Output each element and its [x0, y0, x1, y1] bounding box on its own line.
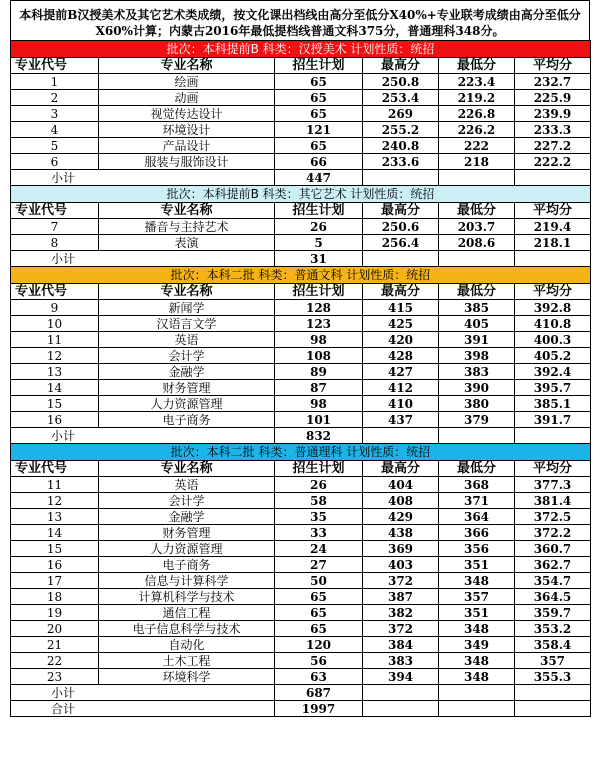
table-row [11, 106, 591, 122]
header-name: 专业名称 [99, 58, 275, 74]
total-label: 合计 [11, 701, 275, 717]
major-name: 财务管理 [99, 525, 275, 541]
max-score: 427 [363, 364, 439, 380]
plan-count: 26 [275, 219, 363, 235]
header-name: 专业名称 [99, 284, 275, 300]
major-name: 会计学 [99, 493, 275, 509]
table-row [11, 122, 591, 138]
empty-cell [515, 685, 591, 701]
min-score: 351 [439, 605, 515, 621]
min-score: 203.7 [439, 219, 515, 235]
avg-score: 372.2 [515, 525, 591, 541]
header-min: 最低分 [439, 284, 515, 300]
min-score: 390 [439, 380, 515, 396]
min-score: 405 [439, 316, 515, 332]
table-row [11, 348, 591, 364]
header-max: 最高分 [363, 284, 439, 300]
min-score: 379 [439, 412, 515, 428]
major-name: 环境设计 [99, 122, 275, 138]
avg-score: 410.8 [515, 316, 591, 332]
table-row [11, 605, 591, 621]
major-name: 人力资源管理 [99, 396, 275, 412]
table-row [11, 138, 591, 154]
plan-count: 27 [275, 557, 363, 573]
avg-score: 232.7 [515, 74, 591, 90]
major-name: 环境科学 [99, 669, 275, 685]
empty-cell [515, 701, 591, 717]
subtotal-label: 小计 [11, 170, 275, 186]
header-min: 最低分 [439, 203, 515, 219]
avg-score: 364.5 [515, 589, 591, 605]
header-max: 最高分 [363, 203, 439, 219]
table-row [11, 412, 591, 428]
table-row [11, 477, 591, 493]
min-score: 223.4 [439, 74, 515, 90]
major-code: 13 [11, 364, 99, 380]
major-name: 动画 [99, 90, 275, 106]
table-row [11, 621, 591, 637]
subtotal-value: 687 [275, 685, 363, 701]
min-score: 348 [439, 669, 515, 685]
major-name: 会计学 [99, 348, 275, 364]
header-plan: 招生计划 [275, 461, 363, 477]
max-score: 253.4 [363, 90, 439, 106]
avg-score: 377.3 [515, 477, 591, 493]
table-row [11, 90, 591, 106]
table-row [11, 300, 591, 316]
table-row [11, 364, 591, 380]
table-row [11, 316, 591, 332]
avg-score: 355.3 [515, 669, 591, 685]
column-header-row [11, 284, 591, 300]
plan-count: 65 [275, 106, 363, 122]
table-row [11, 573, 591, 589]
empty-cell [363, 701, 439, 717]
subtotal-value: 447 [275, 170, 363, 186]
subtotal-row [11, 428, 591, 444]
min-score: 368 [439, 477, 515, 493]
max-score: 428 [363, 348, 439, 364]
section-band [11, 186, 591, 203]
max-score: 408 [363, 493, 439, 509]
avg-score: 362.7 [515, 557, 591, 573]
major-code: 14 [11, 525, 99, 541]
plan-count: 35 [275, 509, 363, 525]
min-score: 219.2 [439, 90, 515, 106]
table-row [11, 653, 591, 669]
empty-cell [515, 170, 591, 186]
plan-count: 5 [275, 235, 363, 251]
header-plan: 招生计划 [275, 284, 363, 300]
plan-count: 98 [275, 332, 363, 348]
subtotal-row [11, 251, 591, 267]
avg-score: 381.4 [515, 493, 591, 509]
max-score: 394 [363, 669, 439, 685]
min-score: 364 [439, 509, 515, 525]
table-row [11, 557, 591, 573]
major-code: 15 [11, 396, 99, 412]
min-score: 208.6 [439, 235, 515, 251]
table-row [11, 525, 591, 541]
min-score: 218 [439, 154, 515, 170]
max-score: 415 [363, 300, 439, 316]
table-row [11, 493, 591, 509]
max-score: 369 [363, 541, 439, 557]
plan-count: 65 [275, 605, 363, 621]
major-code: 18 [11, 589, 99, 605]
min-score: 349 [439, 637, 515, 653]
table-row [11, 541, 591, 557]
major-code: 12 [11, 348, 99, 364]
major-name: 服装与服饰设计 [99, 154, 275, 170]
major-name: 新闻学 [99, 300, 275, 316]
header-avg: 平均分 [515, 461, 591, 477]
avg-score: 239.9 [515, 106, 591, 122]
major-name: 汉语言文学 [99, 316, 275, 332]
major-name: 绘画 [99, 74, 275, 90]
avg-score: 372.5 [515, 509, 591, 525]
major-name: 信息与计算科学 [99, 573, 275, 589]
max-score: 410 [363, 396, 439, 412]
score-table [10, 40, 591, 717]
major-code: 5 [11, 138, 99, 154]
max-score: 420 [363, 332, 439, 348]
header-plan: 招生计划 [275, 58, 363, 74]
min-score: 385 [439, 300, 515, 316]
min-score: 348 [439, 573, 515, 589]
empty-cell [439, 701, 515, 717]
min-score: 351 [439, 557, 515, 573]
avg-score: 354.7 [515, 573, 591, 589]
avg-score: 353.2 [515, 621, 591, 637]
major-name: 金融学 [99, 364, 275, 380]
column-header-row [11, 461, 591, 477]
min-score: 383 [439, 364, 515, 380]
max-score: 412 [363, 380, 439, 396]
plan-count: 128 [275, 300, 363, 316]
min-score: 357 [439, 589, 515, 605]
avg-score: 358.4 [515, 637, 591, 653]
section-band-label: 批次：本科提前B 科类：其它艺术 计划性质：统招 [11, 186, 591, 203]
plan-count: 123 [275, 316, 363, 332]
empty-cell [363, 170, 439, 186]
min-score: 371 [439, 493, 515, 509]
avg-score: 219.4 [515, 219, 591, 235]
plan-count: 108 [275, 348, 363, 364]
min-score: 226.8 [439, 106, 515, 122]
max-score: 255.2 [363, 122, 439, 138]
major-code: 17 [11, 573, 99, 589]
major-code: 23 [11, 669, 99, 685]
empty-cell [515, 251, 591, 267]
table-row [11, 589, 591, 605]
plan-count: 50 [275, 573, 363, 589]
header-max: 最高分 [363, 58, 439, 74]
empty-cell [363, 251, 439, 267]
max-score: 383 [363, 653, 439, 669]
scoring-note: 本科提前B汉授美术及其它艺术类成绩，按文化课出档线由高分至低分X40%+专业联考成绩由高分至低分X60%计算；内蒙古2016年最低提档线普通文科375分，普通理科348分。 [10, 0, 590, 40]
avg-score: 225.9 [515, 90, 591, 106]
plan-count: 63 [275, 669, 363, 685]
header-plan: 招生计划 [275, 203, 363, 219]
major-code: 11 [11, 477, 99, 493]
avg-score: 359.7 [515, 605, 591, 621]
table-row [11, 74, 591, 90]
plan-count: 87 [275, 380, 363, 396]
major-code: 10 [11, 316, 99, 332]
major-name: 英语 [99, 332, 275, 348]
plan-count: 65 [275, 589, 363, 605]
header-code: 专业代号 [11, 203, 99, 219]
avg-score: 360.7 [515, 541, 591, 557]
header-name: 专业名称 [99, 203, 275, 219]
min-score: 226.2 [439, 122, 515, 138]
major-name: 电子商务 [99, 557, 275, 573]
major-name: 电子信息科学与技术 [99, 621, 275, 637]
major-code: 16 [11, 412, 99, 428]
avg-score: 222.2 [515, 154, 591, 170]
header-code: 专业代号 [11, 58, 99, 74]
major-code: 12 [11, 493, 99, 509]
total-row [11, 701, 591, 717]
major-name: 计算机科学与技术 [99, 589, 275, 605]
column-header-row [11, 203, 591, 219]
total-value: 1997 [275, 701, 363, 717]
min-score: 222 [439, 138, 515, 154]
major-code: 16 [11, 557, 99, 573]
major-name: 视觉传达设计 [99, 106, 275, 122]
major-code: 2 [11, 90, 99, 106]
major-code: 13 [11, 509, 99, 525]
major-name: 自动化 [99, 637, 275, 653]
plan-count: 65 [275, 74, 363, 90]
max-score: 240.8 [363, 138, 439, 154]
avg-score: 391.7 [515, 412, 591, 428]
max-score: 233.6 [363, 154, 439, 170]
section-band-label: 批次：本科提前B 科类：汉授美术 计划性质：统招 [11, 41, 591, 58]
plan-count: 120 [275, 637, 363, 653]
section-band [11, 444, 591, 461]
min-score: 348 [439, 653, 515, 669]
empty-cell [439, 251, 515, 267]
subtotal-value: 31 [275, 251, 363, 267]
max-score: 269 [363, 106, 439, 122]
max-score: 403 [363, 557, 439, 573]
max-score: 382 [363, 605, 439, 621]
table-row [11, 509, 591, 525]
header-max: 最高分 [363, 461, 439, 477]
avg-score: 405.2 [515, 348, 591, 364]
major-code: 9 [11, 300, 99, 316]
major-code: 19 [11, 605, 99, 621]
max-score: 429 [363, 509, 439, 525]
major-name: 电子商务 [99, 412, 275, 428]
header-avg: 平均分 [515, 284, 591, 300]
min-score: 348 [439, 621, 515, 637]
major-code: 21 [11, 637, 99, 653]
major-name: 金融学 [99, 509, 275, 525]
avg-score: 233.3 [515, 122, 591, 138]
plan-count: 26 [275, 477, 363, 493]
table-row [11, 332, 591, 348]
header-avg: 平均分 [515, 58, 591, 74]
empty-cell [515, 428, 591, 444]
major-name: 财务管理 [99, 380, 275, 396]
max-score: 387 [363, 589, 439, 605]
table-row [11, 396, 591, 412]
major-name: 产品设计 [99, 138, 275, 154]
section-band [11, 41, 591, 58]
section-band-label: 批次：本科二批 科类：普通理科 计划性质：统招 [11, 444, 591, 461]
major-code: 15 [11, 541, 99, 557]
table-row [11, 637, 591, 653]
major-name: 英语 [99, 477, 275, 493]
score-table-body [11, 41, 591, 717]
plan-count: 58 [275, 493, 363, 509]
major-code: 1 [11, 74, 99, 90]
max-score: 372 [363, 573, 439, 589]
major-code: 8 [11, 235, 99, 251]
avg-score: 395.7 [515, 380, 591, 396]
plan-count: 101 [275, 412, 363, 428]
major-code: 11 [11, 332, 99, 348]
header-avg: 平均分 [515, 203, 591, 219]
plan-count: 65 [275, 90, 363, 106]
avg-score: 385.1 [515, 396, 591, 412]
empty-cell [439, 685, 515, 701]
major-name: 表演 [99, 235, 275, 251]
header-code: 专业代号 [11, 461, 99, 477]
min-score: 380 [439, 396, 515, 412]
max-score: 425 [363, 316, 439, 332]
plan-count: 56 [275, 653, 363, 669]
avg-score: 392.4 [515, 364, 591, 380]
major-code: 4 [11, 122, 99, 138]
major-code: 6 [11, 154, 99, 170]
empty-cell [363, 428, 439, 444]
header-min: 最低分 [439, 461, 515, 477]
table-row [11, 219, 591, 235]
empty-cell [363, 685, 439, 701]
subtotal-label: 小计 [11, 251, 275, 267]
major-name: 通信工程 [99, 605, 275, 621]
table-row [11, 235, 591, 251]
subtotal-value: 832 [275, 428, 363, 444]
plan-count: 89 [275, 364, 363, 380]
section-band [11, 267, 591, 284]
max-score: 250.8 [363, 74, 439, 90]
major-name: 播音与主持艺术 [99, 219, 275, 235]
max-score: 437 [363, 412, 439, 428]
column-header-row [11, 58, 591, 74]
avg-score: 227.2 [515, 138, 591, 154]
plan-count: 65 [275, 621, 363, 637]
plan-count: 66 [275, 154, 363, 170]
table-row [11, 669, 591, 685]
subtotal-row [11, 170, 591, 186]
table-row [11, 154, 591, 170]
subtotal-label: 小计 [11, 428, 275, 444]
avg-score: 218.1 [515, 235, 591, 251]
table-row [11, 380, 591, 396]
plan-count: 33 [275, 525, 363, 541]
max-score: 372 [363, 621, 439, 637]
avg-score: 357 [515, 653, 591, 669]
major-code: 3 [11, 106, 99, 122]
max-score: 384 [363, 637, 439, 653]
plan-count: 121 [275, 122, 363, 138]
subtotal-row [11, 685, 591, 701]
max-score: 250.6 [363, 219, 439, 235]
min-score: 356 [439, 541, 515, 557]
plan-count: 24 [275, 541, 363, 557]
min-score: 391 [439, 332, 515, 348]
plan-count: 98 [275, 396, 363, 412]
section-band-label: 批次：本科二批 科类：普通文科 计划性质：统招 [11, 267, 591, 284]
major-code: 20 [11, 621, 99, 637]
max-score: 256.4 [363, 235, 439, 251]
header-min: 最低分 [439, 58, 515, 74]
empty-cell [439, 170, 515, 186]
avg-score: 392.8 [515, 300, 591, 316]
major-name: 人力资源管理 [99, 541, 275, 557]
header-code: 专业代号 [11, 284, 99, 300]
max-score: 404 [363, 477, 439, 493]
subtotal-label: 小计 [11, 685, 275, 701]
empty-cell [439, 428, 515, 444]
major-code: 7 [11, 219, 99, 235]
min-score: 398 [439, 348, 515, 364]
major-name: 土木工程 [99, 653, 275, 669]
max-score: 438 [363, 525, 439, 541]
min-score: 366 [439, 525, 515, 541]
avg-score: 400.3 [515, 332, 591, 348]
major-code: 22 [11, 653, 99, 669]
major-code: 14 [11, 380, 99, 396]
header-name: 专业名称 [99, 461, 275, 477]
plan-count: 65 [275, 138, 363, 154]
